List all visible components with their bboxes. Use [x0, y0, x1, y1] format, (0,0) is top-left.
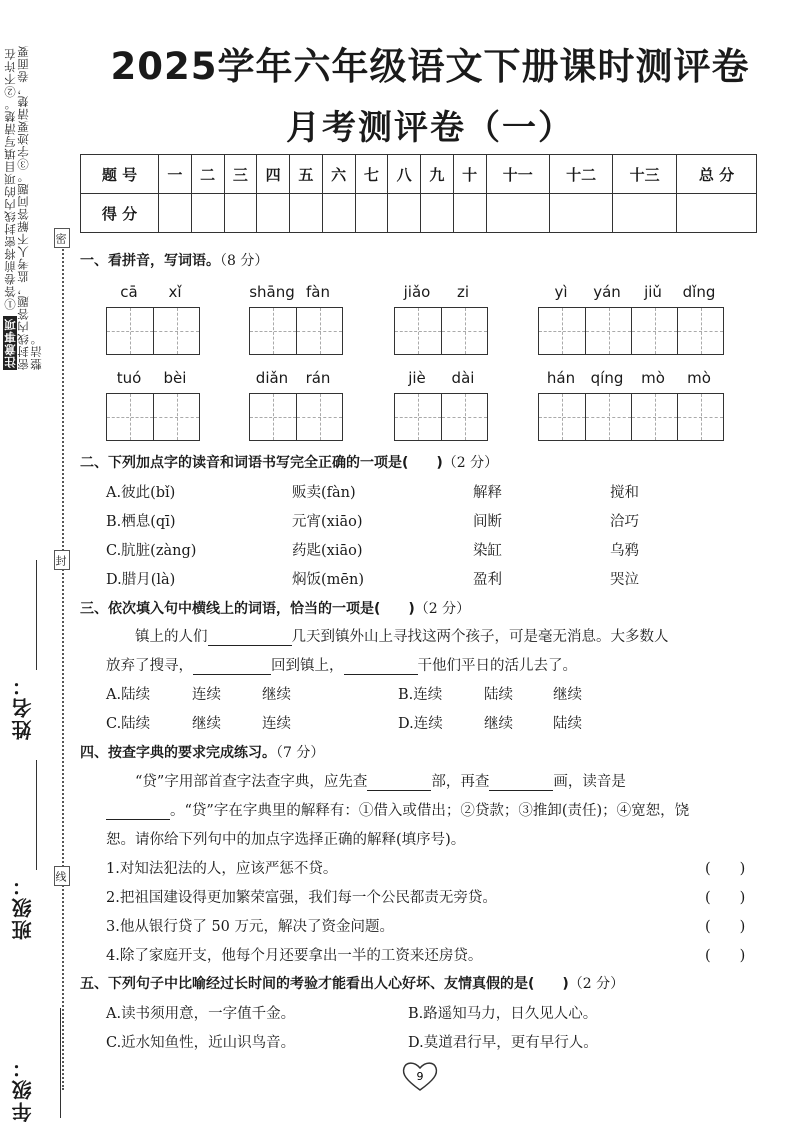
page-title: 2025学年六年级语文下册课时测评卷 [110, 45, 750, 88]
q2-option-word: 药匙(xiāo) [292, 543, 363, 559]
q2-option-word: 乌鸦 [610, 543, 639, 559]
q3-blank-1[interactable] [208, 645, 292, 646]
page-number-text: 9 [416, 1070, 424, 1083]
q2-heading-text: 二、下列加点字的读音和词语书写完全正确的一项是( ) [80, 455, 443, 471]
q2-heading [80, 452, 498, 472]
seal-line [62, 230, 64, 1090]
score-row-label: 得 分 [81, 194, 159, 233]
q1-points: （8 分） [220, 253, 269, 269]
q5-option[interactable]: C.近水知鱼性，近山识鸟音。 [106, 1035, 296, 1051]
pinyin-syllable: jiè [408, 369, 426, 387]
score-col: 五 [290, 155, 323, 194]
class-label: 班级： [11, 874, 35, 940]
pinyin-syllable: qíng [590, 369, 624, 387]
score-col: 四 [257, 155, 290, 194]
writing-boxes[interactable] [106, 307, 200, 355]
pinyin-syllable: diǎn [255, 369, 289, 387]
q5-heading-text: 五、下列句子中比喻经过长时间的考验才能看出人心好坏、友情真假的是( ) [80, 976, 569, 992]
seal-char-xian: 线 [54, 866, 70, 886]
q3-option-word: 继续 [192, 716, 221, 732]
score-col: 十二 [549, 155, 612, 194]
class-blank[interactable] [36, 760, 37, 870]
pinyin-syllable: hán [546, 369, 576, 387]
pinyin-syllable: jiǔ [644, 283, 662, 301]
q4-item: 2.把祖国建设得更加繁荣富强，我们每一个公民都责无旁贷。 [106, 890, 497, 906]
writing-boxes[interactable] [106, 393, 200, 441]
q3-blank-3[interactable] [344, 674, 418, 675]
pinyin-syllable: bèi [163, 369, 187, 387]
grade-field[interactable] [8, 950, 36, 1122]
score-cell[interactable] [613, 194, 677, 233]
q2-option-word: 盈利 [473, 572, 502, 588]
pinyin-syllable: cā [120, 283, 138, 301]
q4-item: 3.他从银行贷了 50 万元，解决了资金问题。 [106, 919, 395, 935]
q3-blank-2[interactable] [193, 674, 271, 675]
q4-passage-line: 恕。请你给下列句中的加点字选择正确的解释(填序号)。 [106, 832, 466, 848]
pinyin-syllable: xǐ [168, 283, 182, 301]
writing-boxes[interactable] [538, 307, 724, 355]
writing-boxes[interactable] [249, 307, 343, 355]
q4-blank-strokes[interactable] [489, 790, 553, 791]
q3-points: （2 分） [414, 601, 471, 617]
score-col: 二 [191, 155, 224, 194]
score-total-label: 总 分 [677, 155, 757, 194]
q3-text: 几天到镇外山上寻找这两个孩子，可是毫无消息。大多数人 [291, 629, 669, 645]
pinyin-syllable: rán [305, 369, 331, 387]
pinyin-syllable: zi [456, 283, 470, 301]
q3-passage-line [106, 654, 577, 675]
name-field[interactable] [8, 560, 36, 740]
q5-points: （2 分） [568, 976, 625, 992]
score-header-row [81, 155, 757, 194]
score-cell[interactable] [257, 194, 290, 233]
writing-boxes[interactable] [249, 393, 343, 441]
q2-option[interactable]: C.肮脏(zàng) [106, 543, 197, 559]
page-subtitle: 月考测评卷（一） [286, 108, 574, 148]
q3-passage-line [135, 625, 669, 646]
answer-paren[interactable]: ( ) [705, 948, 746, 964]
pinyin-syllable: mò [641, 369, 665, 387]
q3-heading [80, 598, 470, 618]
q3-text: 镇上的人们 [135, 629, 208, 645]
q3-heading-text: 三、依次填入句中横线上的词语，恰当的一项是( ) [80, 601, 415, 617]
q4-item: 4.除了家庭开支，他每个月还要拿出一半的工资来还房贷。 [106, 948, 483, 964]
q3-text: 回到镇上， [271, 658, 344, 674]
q1-heading [80, 250, 268, 270]
score-col: 十 [453, 155, 486, 194]
q5-option[interactable]: B.路遥知马力，日久见人心。 [408, 1006, 598, 1022]
writing-boxes[interactable] [394, 393, 488, 441]
score-col: 十三 [613, 155, 677, 194]
seal-char-feng: 封 [54, 550, 70, 570]
q3-option-word: 继续 [262, 687, 291, 703]
score-col: 一 [159, 155, 192, 194]
grade-blank[interactable] [60, 1008, 61, 1118]
score-cell[interactable] [421, 194, 454, 233]
q3-text: 放弃了搜寻， [106, 658, 193, 674]
q3-option-word: 陆续 [484, 687, 513, 703]
score-cell[interactable] [290, 194, 323, 233]
writing-boxes[interactable] [538, 393, 724, 441]
q4-blank-radical[interactable] [367, 790, 431, 791]
score-cell[interactable] [486, 194, 549, 233]
answer-paren[interactable]: ( ) [705, 919, 746, 935]
q3-option[interactable]: C.陆续 [106, 716, 151, 732]
q2-option-word: 贩卖(fàn) [292, 485, 356, 501]
q2-option-word: 元宵(xiāo) [292, 514, 363, 530]
q2-option-word: 洽巧 [610, 514, 639, 530]
pinyin-syllable: fàn [306, 283, 330, 301]
q4-item: 1.对知法犯法的人，应该严惩不贷。 [106, 861, 338, 877]
score-col: 七 [355, 155, 388, 194]
score-table [80, 154, 757, 233]
q3-option-word: 连续 [262, 716, 291, 732]
score-cell[interactable] [322, 194, 355, 233]
q3-text: 干他们平日的活儿去了。 [417, 658, 577, 674]
score-col: 八 [388, 155, 421, 194]
q5-option[interactable]: A.读书须用意，一字值千金。 [106, 1006, 296, 1022]
score-row-label: 题 号 [81, 155, 159, 194]
q4-text: “贷”字用部首查字法查字典，应先查 [135, 774, 368, 790]
q3-option[interactable]: D.连续 [398, 716, 443, 732]
q2-option-word: 搅和 [610, 485, 639, 501]
q3-option[interactable]: A.陆续 [106, 687, 151, 703]
grade-label: 年级： [11, 1056, 35, 1122]
q2-option[interactable]: A.彼此(bǐ) [106, 485, 176, 501]
q4-text: 画，读音是 [553, 774, 626, 790]
score-col: 三 [224, 155, 257, 194]
score-cell[interactable] [355, 194, 388, 233]
score-cell[interactable] [388, 194, 421, 233]
q4-points: （7 分） [276, 745, 325, 761]
notes-text [4, 40, 54, 370]
q3-option-word: 连续 [192, 687, 221, 703]
pinyin-syllable: dǐng [682, 283, 716, 301]
seal-char-mi: 密 [54, 228, 70, 248]
q4-heading [80, 742, 324, 762]
q4-text: 。“贷”字在字典里的解释有：①借入或借出；②贷款；③推卸(责任)；④宽恕，饶 [170, 803, 690, 819]
pinyin-syllable: jiǎo [403, 283, 431, 301]
score-cell[interactable] [191, 194, 224, 233]
q2-option-word: 解释 [473, 485, 502, 501]
pinyin-syllable: yán [593, 283, 621, 301]
q5-heading [80, 973, 624, 993]
pinyin-syllable: yì [554, 283, 568, 301]
binding-strip [0, 0, 72, 1122]
notes-title: 注意事项 [3, 318, 17, 368]
q2-option[interactable]: B.栖息(qī) [106, 514, 176, 530]
notes-body: ①答卷前将密封线内的项目填写清楚。②不许在密封线内答题，监考人不解答问题。③字迹要清楚，卷面要整洁。 [3, 45, 43, 370]
q2-option-word: 焖饭(mēn) [292, 572, 364, 588]
q1-heading-text: 一、看拼音，写词语。 [80, 253, 220, 269]
score-cell[interactable] [453, 194, 486, 233]
q2-option-word: 染缸 [473, 543, 502, 559]
score-cell[interactable] [159, 194, 192, 233]
score-total-cell[interactable] [677, 194, 757, 233]
q3-option-word: 陆续 [553, 716, 582, 732]
q4-passage-line [135, 770, 626, 791]
q4-passage-line [106, 799, 689, 820]
pinyin-syllable: shāng [249, 283, 295, 301]
name-label: 姓名： [11, 674, 35, 740]
answer-paren[interactable]: ( ) [705, 861, 746, 877]
q3-option-word: 继续 [484, 716, 513, 732]
q2-option[interactable]: D.腊月(là) [106, 572, 176, 588]
pinyin-syllable: dài [451, 369, 475, 387]
page-number [400, 1060, 440, 1092]
pinyin-syllable: mò [687, 369, 711, 387]
writing-boxes[interactable] [394, 307, 488, 355]
score-col: 九 [421, 155, 454, 194]
heart-icon [400, 1060, 440, 1092]
answer-paren[interactable]: ( ) [705, 890, 746, 906]
q4-text: 部，再查 [431, 774, 490, 790]
q3-option[interactable]: B.连续 [398, 687, 443, 703]
score-cell[interactable] [224, 194, 257, 233]
pinyin-syllable: tuó [116, 369, 142, 387]
class-field[interactable] [8, 760, 36, 940]
q4-heading-text: 四、按查字典的要求完成练习。 [80, 745, 276, 761]
score-cell[interactable] [549, 194, 612, 233]
q2-option-word: 哭泣 [610, 572, 639, 588]
score-col: 十一 [486, 155, 549, 194]
q5-option[interactable]: D.莫道君行早，更有早行人。 [408, 1035, 598, 1051]
q3-option-word: 继续 [553, 687, 582, 703]
q2-option-word: 间断 [473, 514, 502, 530]
score-col: 六 [322, 155, 355, 194]
q2-points: （2 分） [442, 455, 499, 471]
score-value-row [81, 194, 757, 233]
name-blank[interactable] [36, 560, 37, 670]
q4-blank-pronunciation[interactable] [106, 819, 170, 820]
